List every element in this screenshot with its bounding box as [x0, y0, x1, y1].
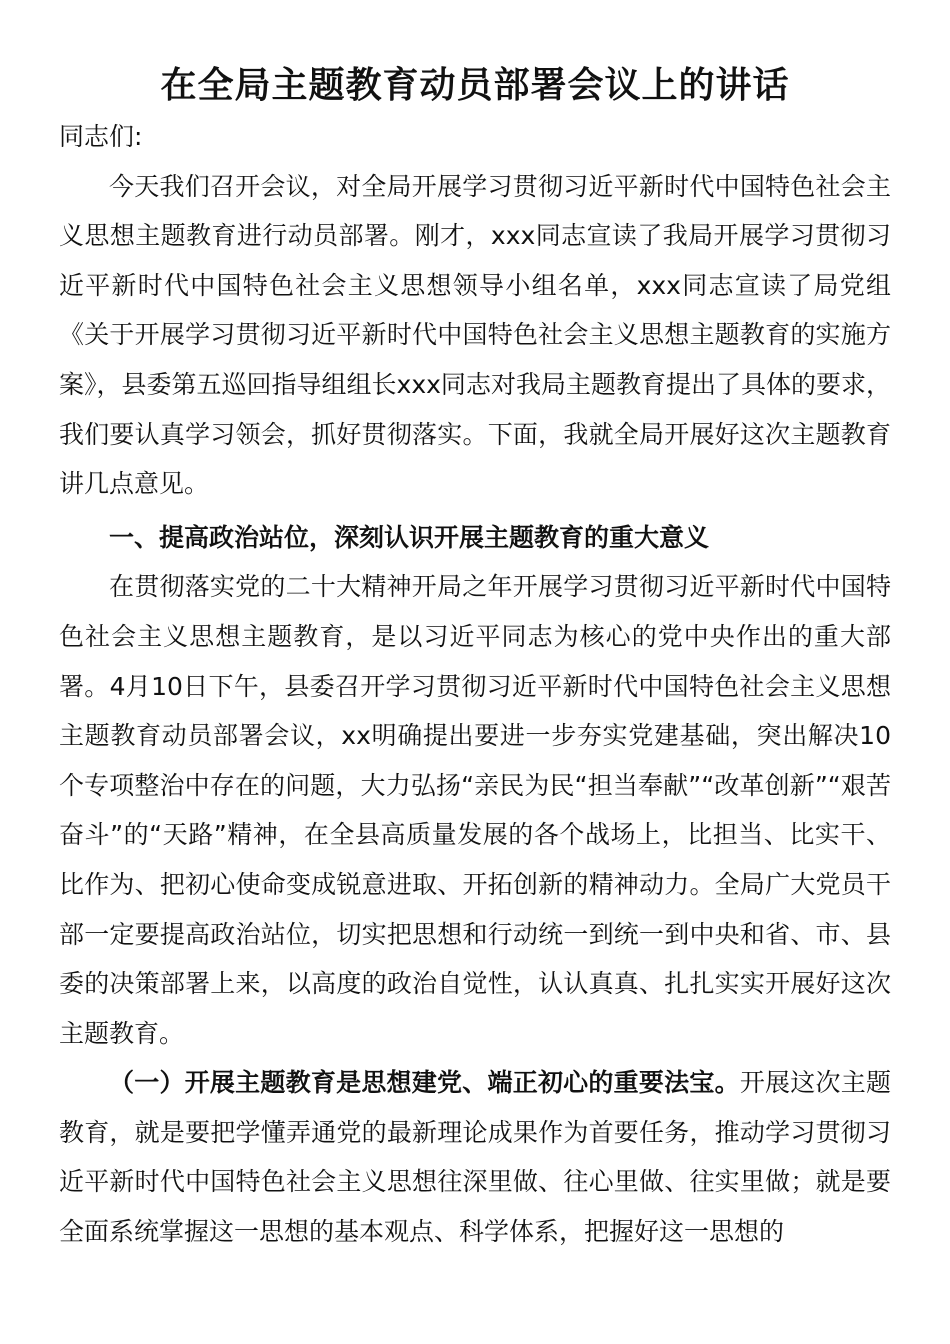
section-1-paragraph: 在贯彻落实党的二十大精神开局之年开展学习贯彻习近平新时代中国特色社会主义思想主题教育，是以习近平同志为核心的党中央作出的重大部署。4月10日下午，县委召开学习贯彻习近平新时代中国特色社会主义思想主题教育动员部署会议，xx明确提出要进一步夯实党建基础，突出解决10个专项整治中存在的问题，大力弘扬“亲民为民“担当奉献”“改革创新”“艰苦奋斗”的“天路”精神，在全县高质量发展的各个战场上，比担当、比实干、比作为、把初心使命变成锐意进取、开拓创新的精神动力。全局广大党员干部一定要提高政治站位，切实把思想和行动统一到统一到中央和省、市、县委的决策部署上来，以高度的政治自觉性，认认真真、扎扎实实开展好这次主题教育。	[59, 572, 891, 1048]
section-1-heading: 一、提高政治站位，深刻认识开展主题教育的重大意义	[109, 522, 710, 552]
intro-paragraph: 今天我们召开会议，对全局开展学习贯彻习近平新时代中国特色社会主义思想主题教育进行动员部署。刚才，xxx同志宣读了我局开展学习贯彻习近平新时代中国特色社会主义思想领导小组名单，xxx同志宣读了局党组《关于开展学习贯彻习近平新时代中国特色社会主义思想主题教育的实施方案》，县委第五巡回指导组组长xxx同志对我局主题教育提出了具体的要求，我们要认真学习领会，抓好贯彻落实。下面，我就全局开展好这次主题教育讲几点意见。	[59, 171, 891, 499]
document-body	[59, 112, 891, 1257]
subsection-1-paragraph	[59, 1058, 891, 1256]
subsection-1-text: 开展这次主题教育，就是要把学懂弄通党的最新理论成果作为首要任务，推动学习贯彻习近平新时代中国特色社会主义思想往深里做、往心里做、往实里做；就是要全面系统掌握这一思想的基本观点、科学体系，把握好这一思想的	[59, 1068, 891, 1247]
document-title: 在全局主题教育动员部署会议上的讲话	[160, 64, 790, 106]
subsection-1-lead: （一）开展主题教育是思想建党、端正初心的重要法宝。	[109, 1068, 740, 1098]
salutation: 同志们:	[59, 122, 143, 151]
